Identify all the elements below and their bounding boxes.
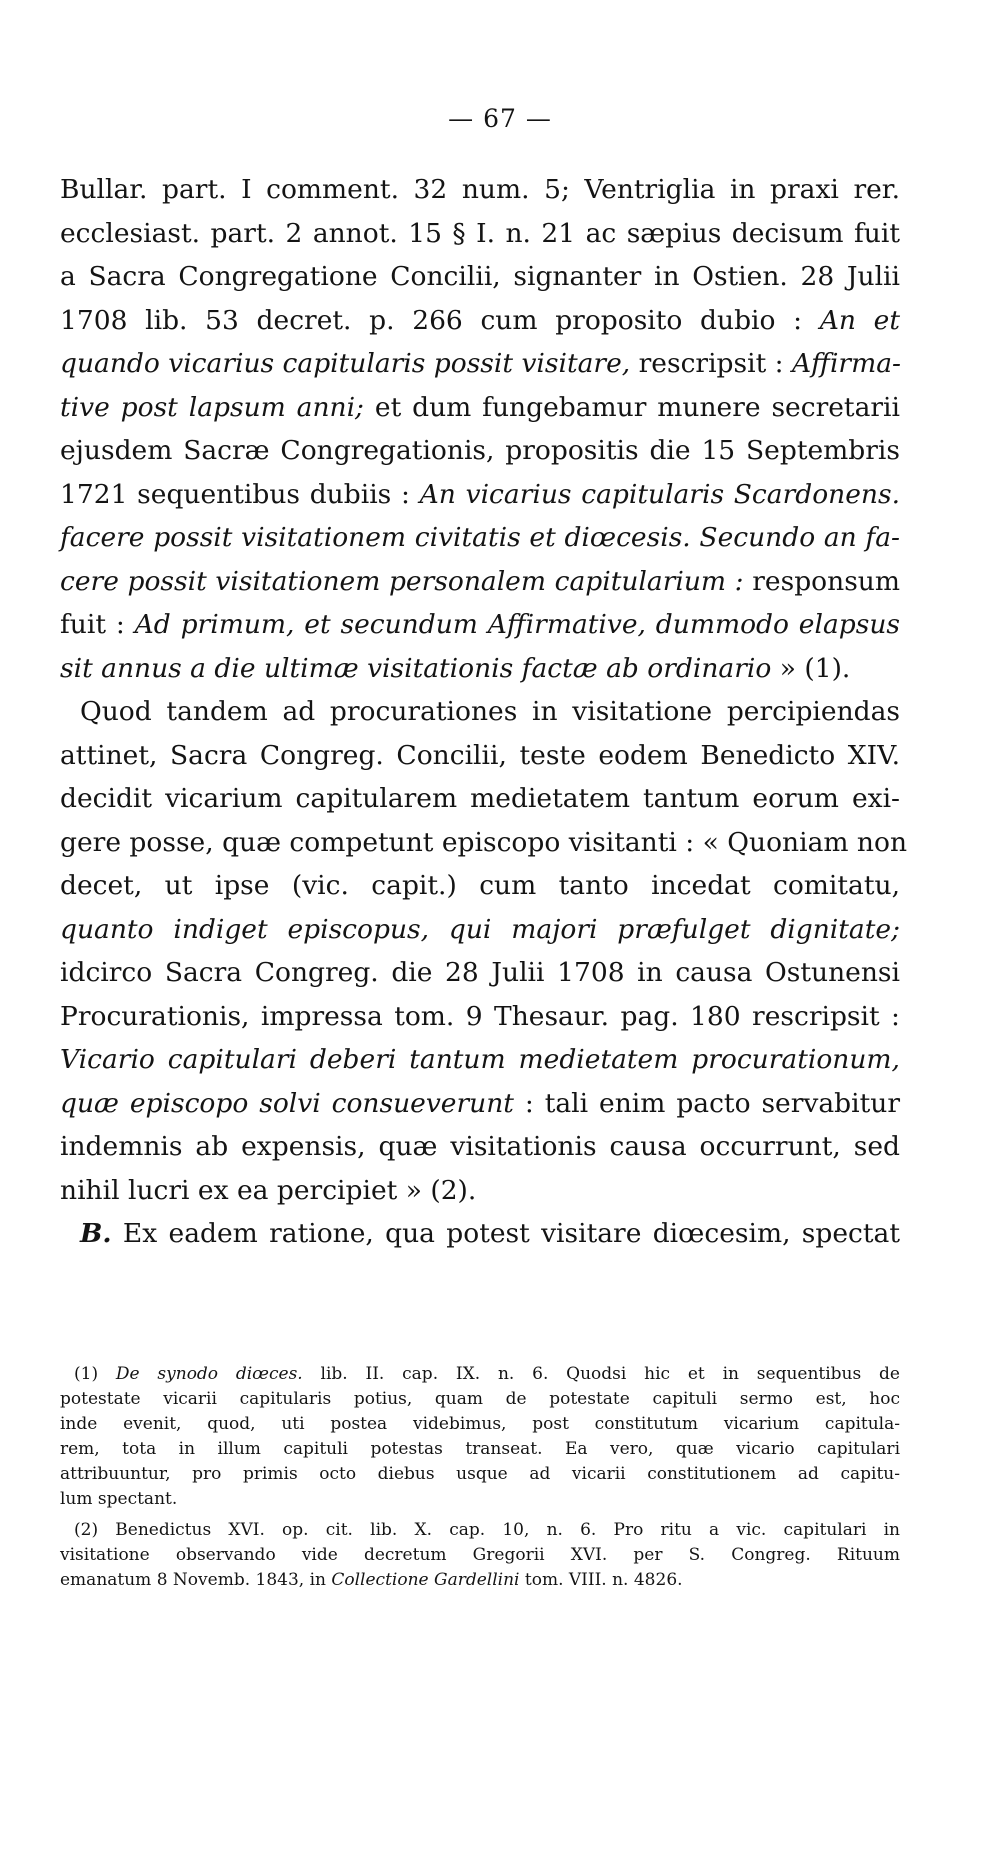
text-run: attinet, Sacra Congreg. Concilii, teste eodem Benedicto XIV.	[60, 739, 900, 771]
text-run: attribuuntur, pro primis octo diebus usque ad vicarii constitutionem ad capitu-	[60, 1464, 900, 1484]
body-line	[60, 1169, 900, 1213]
footnote-line	[60, 1412, 900, 1437]
body-line	[60, 516, 900, 560]
text-run: emanatum 8 Novemb. 1843, in	[60, 1570, 332, 1590]
text-run: ecclesiast. part. 2 annot. 15 § I. n. 21 ac sæpius decisum fuit	[60, 217, 900, 249]
text-run: ejusdem Sacræ Congregationis, propositis die 15 Septembris	[60, 435, 900, 466]
italic-text: sit annus a die ultimæ visitationis factæ ab ordinario	[60, 652, 772, 684]
text-run: indemnis ab expensis, quæ visitationis causa occurrunt, sed	[60, 1131, 900, 1162]
italic-text: tive post lapsum anni;	[60, 391, 364, 423]
footnote-line	[60, 1568, 900, 1593]
text-run: 1708 lib. 53 decret. p. 266 cum proposito dubio :	[60, 304, 820, 336]
body-line	[60, 995, 900, 1039]
text-run: Quod tandem ad procurationes in visitatione percipiendas	[80, 696, 900, 727]
italic-text: An vicarius capitularis Scardonens.	[419, 478, 901, 510]
body-line	[60, 821, 908, 865]
italic-text: B.	[80, 1218, 112, 1249]
text-run: » (1).	[771, 652, 851, 684]
body-line	[60, 690, 900, 734]
footnote-line	[60, 1362, 900, 1387]
text-run: nihil lucri ex ea percipiet » (2).	[60, 1174, 477, 1206]
text-run: (2) Benedictus XVI. op. cit. lib. X. cap. 10, n. 6. Pro ritu a vic. capitulari in	[74, 1520, 900, 1540]
footnote-line	[60, 1437, 900, 1462]
body-line	[60, 560, 900, 604]
page-number: — 67 —	[448, 104, 552, 133]
body-line	[60, 951, 900, 995]
body-line	[60, 1082, 900, 1126]
body-line	[60, 473, 900, 517]
italic-text: cere possit visitationem personalem capitularium :	[60, 565, 744, 597]
italic-text: quanto indiget episcopus, qui majori præfulget dignitate;	[60, 913, 900, 945]
body-line	[60, 386, 900, 430]
text-run: Procurationis, impressa tom. 9 Thesaur. pag. 180 rescripsit :	[60, 1000, 900, 1032]
text-run: visitatione observando vide decretum Gregorii XVI. per S. Congreg. Rituum	[60, 1545, 900, 1565]
body-line	[60, 299, 900, 343]
body-line	[60, 864, 900, 908]
text-run: gere posse, quæ competunt episcopo visitanti : « Quoniam non	[60, 826, 908, 858]
text-run: a Sacra Congregatione Concilii, signanter in Ostien. 28 Julii	[60, 261, 900, 292]
text-run: rem, tota in illum capituli potestas transeat. Ea vero, quæ vicario capitulari	[60, 1439, 900, 1459]
text-run: idcirco Sacra Congreg. die 28 Julii 1708 in causa Ostunensi	[60, 957, 900, 988]
text-run: (1)	[74, 1364, 116, 1384]
body-line	[60, 1038, 900, 1082]
footnote-line	[60, 1543, 900, 1568]
text-run: responsum	[743, 565, 900, 597]
italic-text: facere possit visitationem civitatis et diœcesis. Secundo an fa-	[60, 522, 900, 553]
text-run: lib. II. cap. IX. n. 6. Quodsi hic et in sequentibus de	[302, 1364, 900, 1384]
body-line	[60, 168, 900, 212]
body-line	[60, 255, 900, 299]
body-line	[60, 212, 900, 256]
italic-text: Vicario capitulari deberi tantum medietatem procurationum,	[60, 1044, 900, 1075]
body-line	[60, 734, 900, 778]
text-run: 1721 sequentibus dubiis :	[60, 478, 420, 510]
text-run: potestate vicarii capitularis potius, quam de potestate capituli sermo est, hoc	[60, 1389, 900, 1409]
footnote-line	[60, 1518, 900, 1543]
body-line	[60, 647, 900, 691]
text-run: decidit vicarium capitularem medietatem tantum eorum exi-	[60, 783, 900, 814]
text-run: lum spectant.	[60, 1489, 178, 1509]
body-line	[60, 342, 900, 386]
footnote-line	[60, 1462, 900, 1487]
text-run: tom. VIII. n. 4826.	[519, 1570, 683, 1590]
italic-text: Ad primum, et secundum Affirmative, dummodo elapsus	[134, 609, 900, 640]
italic-text: An et	[819, 304, 900, 336]
text-run: : tali enim pacto servabitur	[513, 1087, 900, 1119]
body-line	[60, 603, 900, 647]
body-line	[60, 777, 900, 821]
italic-text: quando vicarius capitularis possit visitare,	[60, 348, 631, 379]
text-run: Bullar. part. I comment. 32 num. 5; Ventriglia in praxi rer.	[60, 174, 900, 205]
body-line	[60, 908, 900, 952]
footnote-line	[60, 1487, 900, 1512]
italic-text: De synodo diœces.	[115, 1364, 303, 1384]
body-line	[60, 1125, 900, 1169]
text-run: et dum fungebamur munere secretarii	[364, 391, 900, 423]
body-line	[60, 429, 900, 473]
text-run: fuit :	[60, 609, 135, 640]
italic-text: Collectione Gardellini	[331, 1570, 520, 1590]
text-run: Ex eadem ratione, qua potest visitare diœcesim, spectat	[111, 1218, 900, 1249]
footnotes	[60, 1362, 900, 1593]
text-run: inde evenit, quod, uti postea videbimus, post constitutum vicarium capitula-	[60, 1414, 900, 1434]
text-run: decet, ut ipse (vic. capit.) cum tanto incedat comitatu,	[60, 870, 900, 901]
body-line	[60, 1212, 900, 1256]
italic-text: Affirma-	[792, 348, 901, 379]
italic-text: quæ episcopo solvi consueverunt	[60, 1087, 514, 1119]
main-text	[60, 168, 908, 1256]
footnote-line	[60, 1387, 900, 1412]
text-run: rescripsit :	[630, 348, 793, 379]
